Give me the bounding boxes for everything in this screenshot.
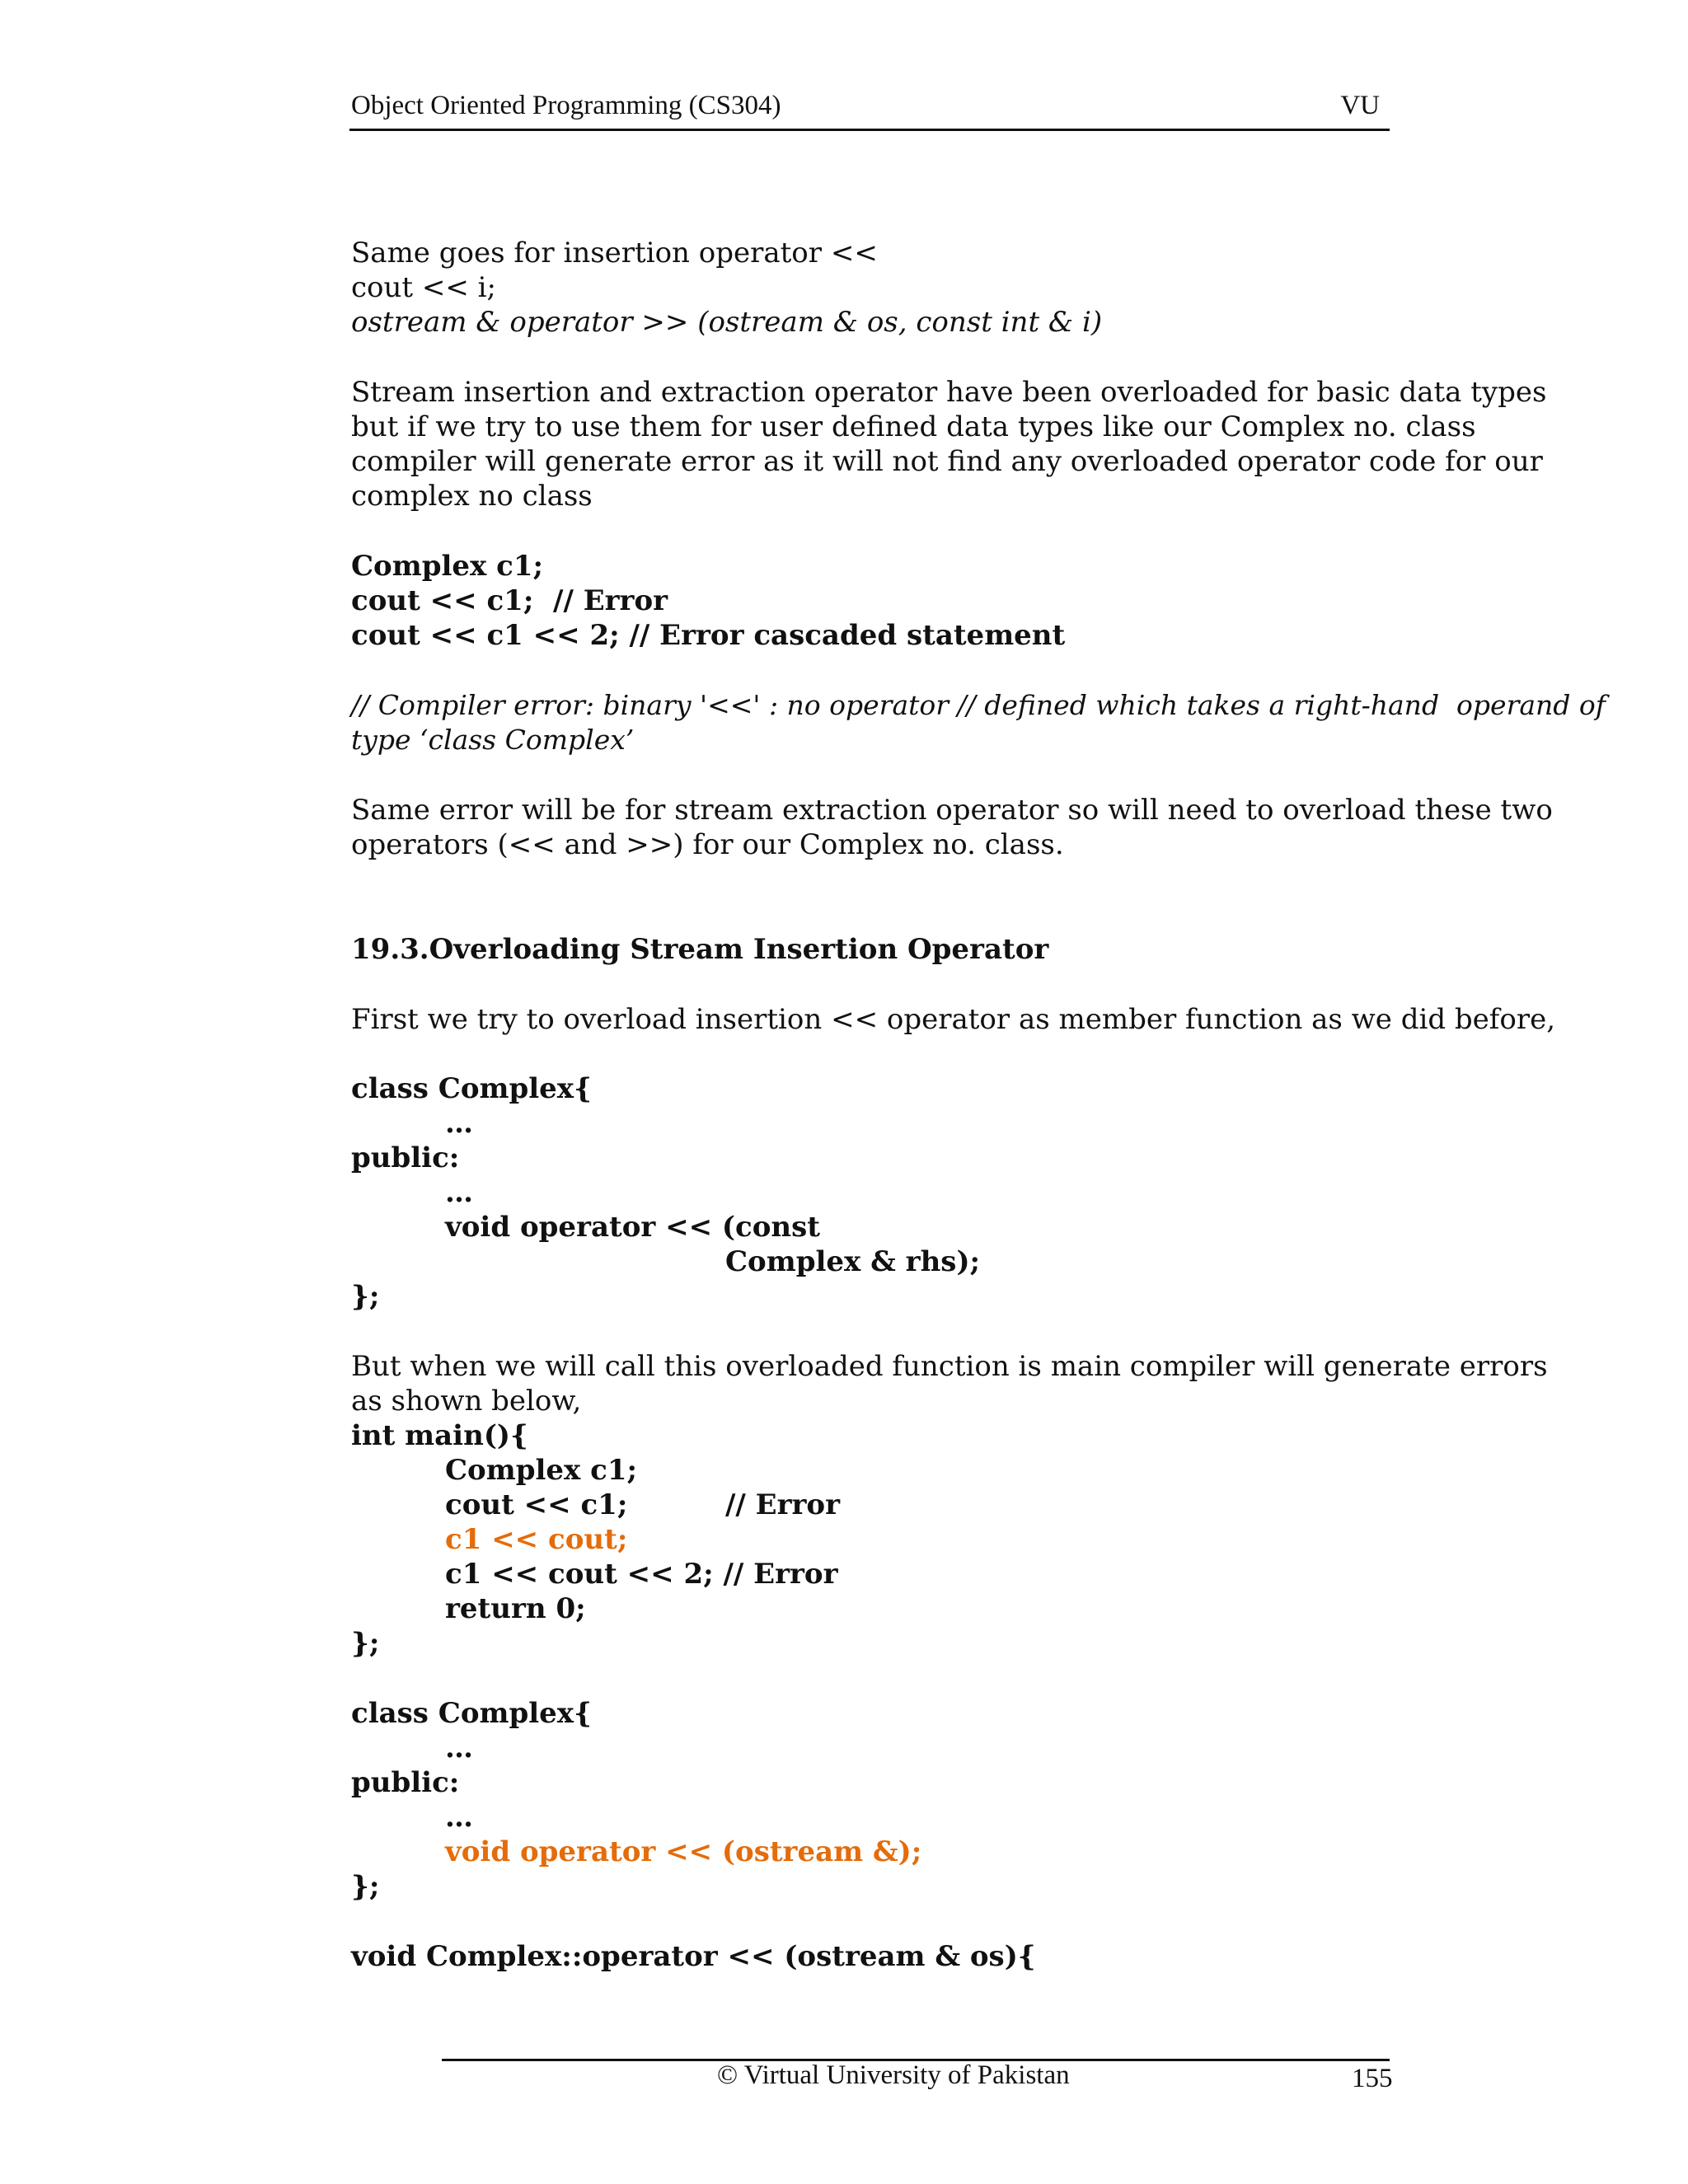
comment-line: type ‘class Complex’: [351, 724, 635, 756]
text-line: Same goes for insertion operator <<: [351, 237, 878, 269]
code-line: };: [351, 1627, 380, 1660]
paragraph-line: compiler will generate error as it will not find any overloaded operator code for our: [351, 445, 1543, 478]
code-line: };: [351, 1870, 380, 1903]
code-line: cout << c1;: [445, 1488, 628, 1521]
paragraph-line: Stream insertion and extraction operator have been overloaded for basic data types: [351, 376, 1547, 409]
code-line: Complex c1;: [351, 550, 544, 583]
signature-line: ostream & operator >> (ostream & os, const int & i): [351, 306, 1103, 339]
page-number: 155: [1352, 2064, 1393, 2093]
code-line: Complex c1;: [445, 1454, 638, 1487]
paragraph-line: operators (<< and >>) for our Complex no. class.: [351, 828, 1064, 861]
code-line: cout << i;: [351, 271, 496, 304]
code-line: c1 << cout << 2; // Error: [445, 1558, 838, 1591]
code-line: void operator << (const: [445, 1211, 820, 1244]
code-line: …: [445, 1107, 473, 1140]
code-line: class Complex{: [351, 1697, 592, 1730]
footer-copyright: © Virtual University of Pakistan: [717, 2060, 1070, 2090]
paragraph-line: First we try to overload insertion << operator as member function as we did before,: [351, 1003, 1556, 1036]
paragraph-line: Same error will be for stream extraction operator so will need to overload these two: [351, 794, 1553, 827]
comment-line: // Compiler error: binary '<<' : no operator // defined which takes a right-hand operand of: [351, 689, 1606, 721]
page-header: [349, 91, 1390, 131]
code-line: Complex & rhs);: [725, 1245, 981, 1278]
highlighted-code-line: void operator << (ostream &);: [445, 1835, 922, 1868]
section-heading: 19.3.Overloading Stream Insertion Operator: [351, 933, 1049, 966]
code-line: …: [445, 1801, 473, 1834]
code-comment: // Error: [725, 1488, 841, 1521]
paragraph-line: as shown below,: [351, 1385, 582, 1418]
paragraph-line: complex no class: [351, 480, 593, 513]
code-line: …: [445, 1176, 473, 1209]
code-line: cout << c1; // Error: [351, 584, 668, 617]
code-line: public:: [351, 1766, 460, 1799]
code-line: cout << c1 << 2; // Error cascaded statement: [351, 619, 1066, 652]
code-line: int main(){: [351, 1419, 528, 1452]
course-title: Object Oriented Programming (CS304): [351, 91, 781, 120]
highlighted-code-line: c1 << cout;: [445, 1523, 628, 1556]
code-line: …: [445, 1732, 473, 1765]
institution-label: VU: [1340, 91, 1380, 120]
code-line: public:: [351, 1141, 460, 1174]
code-line: return 0;: [445, 1592, 586, 1625]
paragraph-line: But when we will call this overloaded function is main compiler will generate errors: [351, 1350, 1548, 1383]
paragraph-line: but if we try to use them for user defined data types like our Complex no. class: [351, 410, 1476, 443]
code-line: void Complex::operator << (ostream & os){: [351, 1940, 1036, 1973]
code-line: };: [351, 1280, 380, 1313]
code-line: class Complex{: [351, 1072, 592, 1105]
